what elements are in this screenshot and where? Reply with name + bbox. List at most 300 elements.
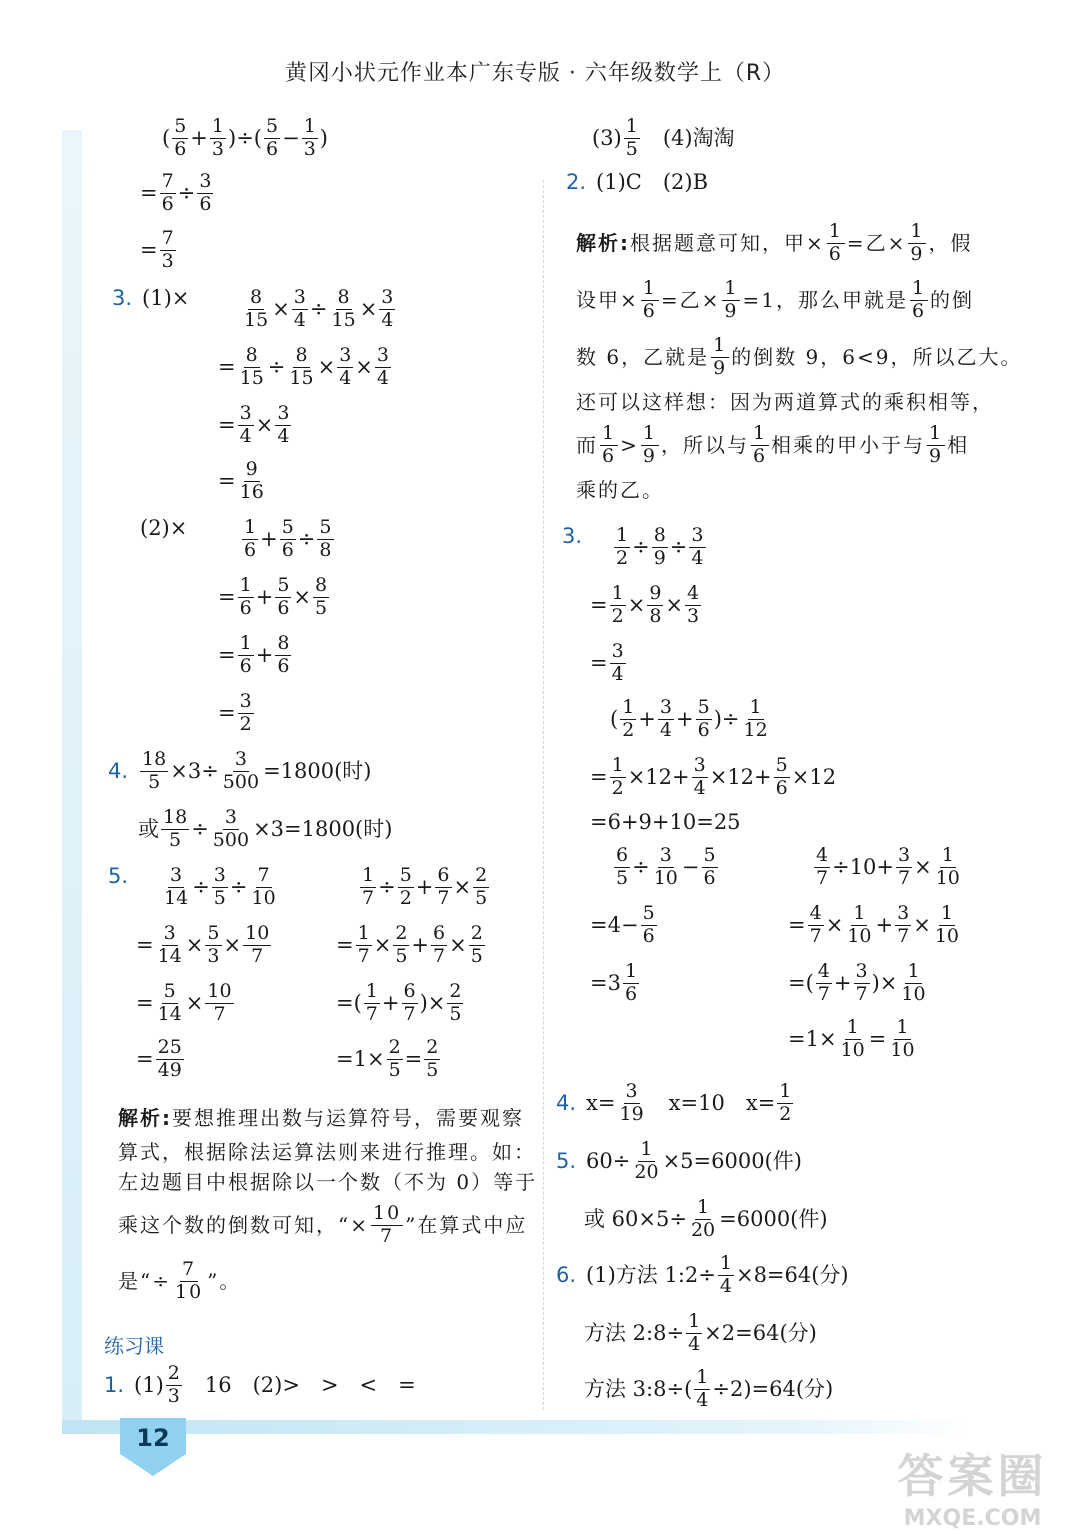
question-number: 5. [108,864,129,888]
numerator: 3 [376,344,389,366]
denominator: 4 [691,546,704,569]
numerator: 3 [224,806,237,828]
numerator: 5 [265,115,279,137]
fraction [238,346,266,389]
fraction [694,1368,710,1411]
fraction [402,982,418,1025]
numerator: 1 [244,516,257,538]
explanation-line [576,279,974,322]
text-segment: 而 [576,433,598,458]
numerator: 1 [896,1016,909,1038]
numerator: 5 [642,902,655,924]
fraction [393,924,409,967]
page-header: 黄冈小状元作业本广东专版 · 六年级数学上（R） [284,61,786,86]
fraction [896,846,912,889]
numerator: 1 [940,902,953,924]
denominator: 4 [688,1332,701,1355]
denominator: 14 [157,1002,182,1025]
numerator: 8 [250,286,263,308]
numerator: 1 [929,422,944,444]
math-line [140,229,178,272]
text-segment: + [676,706,694,731]
denominator: 7 [357,944,370,967]
numerator: 1 [910,220,925,242]
fraction [221,750,261,793]
text-segment: = [868,1026,887,1051]
numerator: 3 [163,922,176,944]
denominator: 4 [376,366,389,389]
text-segment: ÷ [192,874,210,899]
text-segment: × [449,932,467,957]
text-segment: ×12+ [627,764,690,789]
numerator: 1 [239,632,252,654]
text-segment: 或 60×5÷ [584,1206,687,1231]
fraction [696,698,712,741]
fraction [751,424,769,467]
math-line [136,924,273,967]
fraction [908,222,926,265]
fraction [686,1312,702,1355]
numerator: 1 [602,422,617,444]
fraction [624,117,640,160]
numerator: 1 [611,582,624,604]
denominator: 4 [696,1388,709,1411]
denominator: 14 [157,944,182,967]
denominator: 5 [148,770,161,793]
denominator: 5 [470,944,483,967]
denominator: 6 [277,654,290,677]
fraction [620,698,636,741]
denominator: 6 [752,444,768,467]
denominator: 3 [687,604,700,627]
fraction [808,904,824,947]
denominator: 6 [697,718,710,741]
denominator: 10 [901,982,926,1005]
text-segment: 60÷ [586,1148,631,1173]
text-segment: × [627,592,646,617]
numerator: 9 [245,458,258,480]
denominator: 500 [222,770,260,793]
numerator: 1 [724,277,739,299]
explanation-line [118,1204,527,1247]
text-segment: = [140,237,158,262]
question-number: 3. [562,524,583,548]
fraction [330,288,358,331]
denominator: 5 [449,1002,462,1025]
denominator: 6 [161,192,174,215]
denominator: 6 [642,924,655,947]
math-line [136,982,236,1025]
numerator: 1 [357,922,370,944]
fraction [692,756,708,799]
denominator: 6 [239,596,252,619]
math-line [218,692,256,735]
text-segment: 要想推理出数与运算符号，需要观察 [172,1106,524,1130]
numerator: 5 [399,864,412,886]
denominator: 10 [251,886,276,909]
fraction [275,404,291,447]
fraction [424,1038,440,1081]
fraction [702,846,718,889]
fraction [816,962,832,1005]
text-segment: × [453,874,472,899]
denominator: 7 [403,1002,416,1025]
numerator: 8 [245,344,258,366]
fraction [205,924,221,967]
explanation-line [576,392,994,412]
numerator: 3 [659,696,672,718]
text-segment: = [590,592,608,617]
text-segment: ÷ [632,534,650,559]
text-segment: )÷( [228,125,262,150]
text-segment: × [185,990,204,1015]
numerator: 5 [207,922,220,944]
fraction [610,756,626,799]
text-segment: × [255,412,274,437]
fraction [614,526,630,569]
denominator: 4 [611,662,624,685]
fraction [652,526,668,569]
denominator: 3 [303,137,316,160]
text-segment: + [638,706,656,731]
numerator: 1 [719,1252,732,1274]
fraction [845,904,873,947]
denominator: 5 [616,866,629,889]
fraction [435,866,451,909]
numerator: 4 [687,582,700,604]
numerator: 8 [295,344,308,366]
fraction [173,1260,205,1303]
math-line [590,756,836,799]
text-segment: ×3=1800(时) [253,816,393,841]
denominator: 4 [693,776,706,799]
denominator: 16 [239,480,264,503]
fraction [205,982,233,1025]
math-line [240,518,336,561]
numerator: 10 [245,922,270,944]
fraction [632,1140,660,1183]
fraction [610,642,626,685]
numerator: 1 [752,422,768,444]
numerator: 6 [433,922,446,944]
numerator: 10 [372,1202,402,1224]
numerator: 3 [897,902,910,924]
question-number: 1. [104,1372,125,1397]
fraction [689,1198,717,1241]
math-line [162,117,328,160]
numerator: 3 [659,844,672,866]
fraction [280,518,296,561]
math-line [218,404,293,447]
watermark-text: 答案圈 [897,1449,1048,1503]
text-segment: )× [871,970,898,995]
text-segment: = [136,1046,154,1071]
fraction [156,924,184,967]
text-segment: =( [788,970,814,995]
denominator: 15 [244,308,269,331]
numerator: 2 [167,1362,180,1384]
fraction [210,117,226,160]
question-number: 6. [556,1262,577,1287]
denominator: 7 [433,944,446,967]
text-segment: ×2=64(分) [704,1320,817,1345]
numerator: 1 [616,524,629,546]
math-line [136,1038,186,1081]
text-segment: ×5=6000(件) [662,1148,802,1173]
numerator: 2 [449,980,462,1002]
text-segment: ，所以与 [660,433,749,458]
numerator: 5 [697,696,710,718]
denominator: 2 [239,712,252,735]
fraction [774,756,790,799]
fraction [899,962,927,1005]
numerator: 1 [696,1366,709,1388]
denominator: 7 [809,924,822,947]
numerator: 5 [163,980,176,1002]
denominator: 2 [611,604,624,627]
numerator: 10 [207,980,232,1002]
denominator: 10 [847,924,872,947]
denominator: 7 [213,1002,226,1025]
numerator: 2 [395,922,408,944]
denominator: 10 [890,1038,915,1061]
text-segment: (3) [592,125,622,150]
numerator: 8 [337,286,350,308]
fraction [685,584,701,627]
fraction [292,288,308,331]
text-segment: ×3÷ [170,758,219,783]
denominator: 10 [934,924,959,947]
denominator: 15 [289,366,314,389]
numerator: 1 [611,754,624,776]
text-segment: 乘这个数的倒数可知，“× [118,1213,369,1238]
numerator: 2 [388,1036,401,1058]
numerator: 1 [303,115,316,137]
denominator: 3 [207,944,220,967]
denominator: 6 [174,137,187,160]
fraction [364,982,380,1025]
numerator: 1 [362,864,375,886]
numerator: 5 [277,574,290,596]
denominator: 4 [277,424,290,447]
numerator: 3 [691,524,704,546]
numerator: 1 [907,960,920,982]
math-line [590,904,659,947]
denominator: 6 [265,137,279,160]
explanation-line [118,1172,537,1192]
text-segment: − [282,125,300,150]
watermark-url: MXQE.COM [903,1506,1042,1531]
denominator: 9 [724,299,739,322]
numerator: 18 [163,806,188,828]
denominator: 6 [239,654,252,677]
math-line [218,634,293,677]
denominator: 7 [362,886,375,909]
denominator: 6 [199,192,212,215]
text-segment: + [255,584,274,609]
denominator: 6 [277,596,290,619]
text-segment: 还可以这样想：因为两道算式的乘积相等， [576,390,994,414]
text-segment: × [317,354,336,379]
text-segment: − [681,854,700,879]
denominator: 5 [213,886,226,909]
denominator: 49 [157,1058,182,1081]
numerator: 3 [898,844,911,866]
text-segment: ÷ [669,534,688,559]
fraction [934,846,962,889]
question-number: 4. [556,1090,577,1115]
text-segment: ×12 [791,764,837,789]
denominator: 7 [855,982,868,1005]
numerator: 7 [161,170,174,192]
fraction [927,424,945,467]
fraction [658,698,674,741]
denominator: 9 [642,444,657,467]
question-number: 5. [556,1148,577,1173]
text-segment: × [373,932,392,957]
fraction [469,924,485,967]
denominator: 5 [169,828,182,851]
denominator: 5 [625,137,638,160]
text-segment: 乘的乙。 [576,478,664,502]
text-segment: ，假 [928,231,973,256]
text-segment: × [293,584,312,609]
text-segment: + [255,642,274,667]
text-segment: )× [419,990,446,1015]
fraction [317,518,333,561]
text-segment: x=10 x= [647,1090,776,1115]
text-segment: 相乘的甲小于与 [771,433,926,458]
text-segment: + [190,125,208,150]
fraction [161,808,189,851]
text-segment: 根据题意可知，甲× [630,231,825,256]
denominator: 6 [244,538,257,561]
denominator: 3 [211,137,224,160]
fraction [854,962,870,1005]
numerator: 1 [642,422,657,444]
numerator: 3 [855,960,868,982]
denominator: 6 [703,866,716,889]
text-segment: 的倒 [930,288,975,313]
math-line [358,866,491,909]
numerator: 5 [775,754,788,776]
fraction [895,904,911,947]
denominator: 2 [616,546,629,569]
question-number: 3. [112,286,133,310]
numerator: 6 [437,864,450,886]
fraction [827,222,845,265]
math-line [610,698,772,741]
denominator: 4 [659,718,672,741]
denominator: 12 [743,718,768,741]
math-line [612,846,720,889]
text-segment: =6+9+10=25 [590,810,741,834]
math-line [140,172,215,215]
denominator: 7 [897,924,910,947]
text-segment: + [381,990,400,1015]
fraction [711,336,729,379]
fraction [212,866,228,909]
text-segment: = [140,180,158,205]
fraction [375,346,391,389]
numerator: 2 [426,1036,439,1058]
denominator: 500 [212,828,250,851]
fraction [166,1364,182,1407]
math-line [562,526,592,547]
fraction [360,866,376,909]
fraction [610,584,626,627]
text-segment: =乙× [846,231,907,256]
denominator: 6 [911,299,927,322]
numerator: 3 [293,286,306,308]
math-line [218,346,393,389]
text-segment: × [665,592,684,617]
text-segment: ( [162,125,171,150]
numerator: 8 [315,574,328,596]
text-segment: ÷ [191,816,209,841]
denominator: 15 [331,308,356,331]
fraction [140,750,168,793]
text-segment: 数 6，乙就是 [576,345,710,370]
text-segment: )÷ [713,706,740,731]
math-line [590,584,703,627]
fraction [614,846,630,889]
denominator: 20 [690,1218,716,1241]
math-line [788,962,930,1005]
fraction [313,576,329,619]
text-segment: = [590,764,608,789]
text-segment: (2)× [140,516,188,540]
denominator: 5 [395,944,408,967]
numerator: 3 [239,402,252,424]
fraction [618,1082,646,1125]
numerator: 1 [211,115,224,137]
text-segment: 设甲× [576,288,639,313]
fraction [250,866,278,909]
fraction [172,117,188,160]
text-segment: (4)淘淘 [641,125,735,150]
fraction [652,846,680,889]
fraction [371,1204,403,1247]
text-segment: = [218,642,236,667]
text-segment: 16 (2)> > < = [183,1372,416,1397]
explanation-line [576,480,664,500]
numerator: 9 [649,582,662,604]
fraction [839,1018,867,1061]
text-segment: 相 [947,433,970,458]
denominator: 10 [935,866,960,889]
text-segment: ÷ [229,874,248,899]
text-segment: =1，那么甲就是 [742,288,908,313]
text-segment: × [272,296,290,321]
math-line [336,982,465,1025]
fraction [473,866,489,909]
math-line [584,1198,828,1241]
fraction [722,279,740,322]
math-line [138,808,392,851]
text-segment: 算式，根据除法运算法则来进行推理。如： [118,1140,536,1164]
text-segment: ”。 [207,1269,242,1294]
denominator: 9 [713,356,728,379]
denominator: 2 [611,776,624,799]
math-line [336,1038,442,1081]
text-segment: × [913,912,931,937]
denominator: 9 [929,444,944,467]
fraction [718,1254,734,1297]
text-segment: ÷ [378,874,396,899]
text-segment: + [415,874,434,899]
fraction [337,346,353,389]
